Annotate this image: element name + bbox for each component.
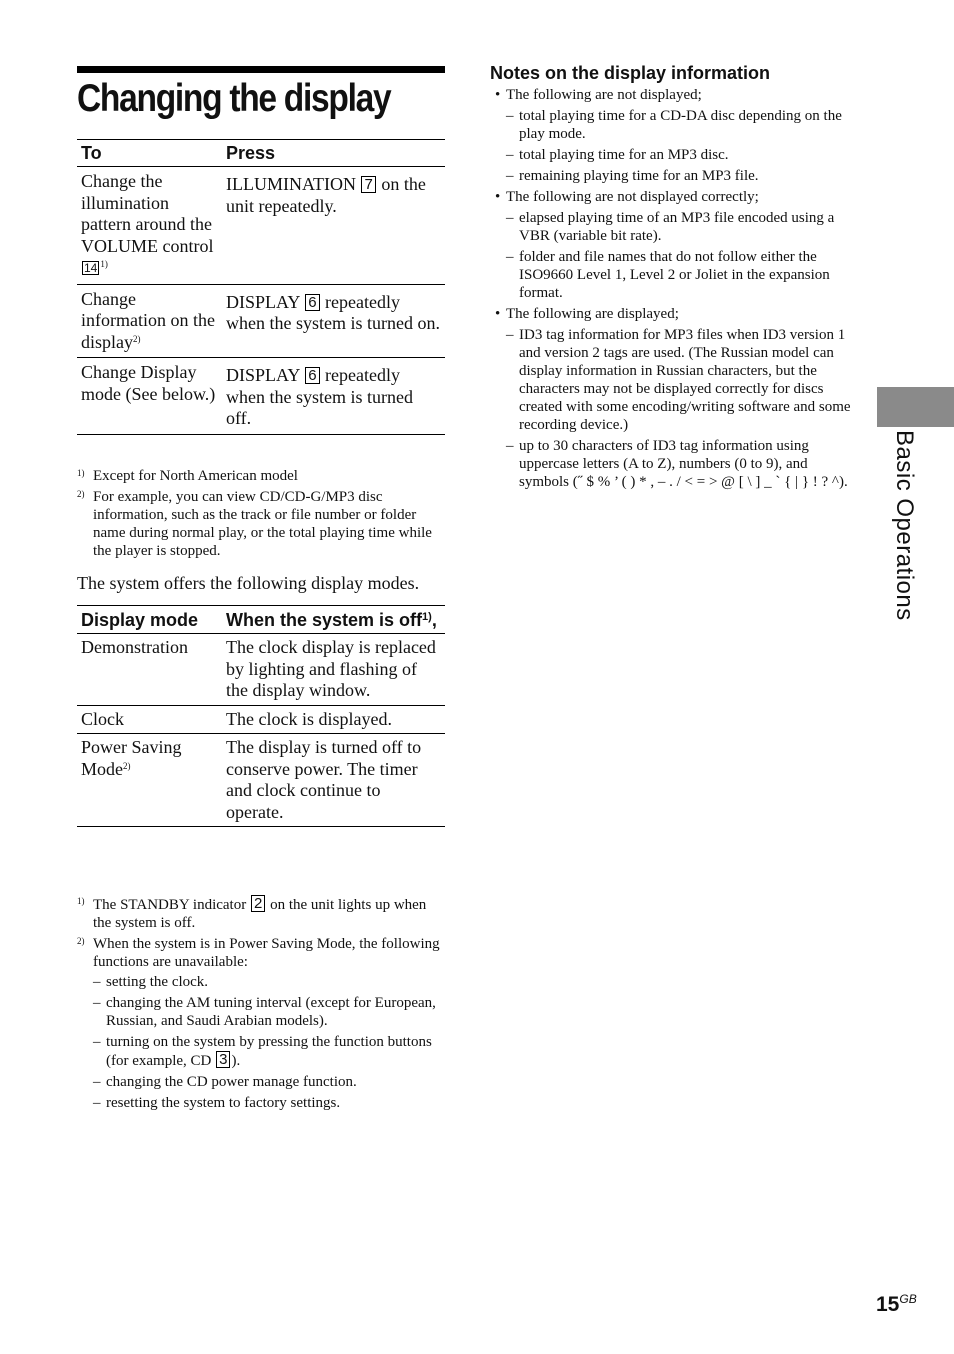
cell-press: ILLUMINATION 7 on the unit repeatedly. xyxy=(226,174,426,216)
column-header-to: To xyxy=(81,143,102,163)
footnote: 1) The STANDBY indicator 2 on the unit lights up when the system is off. xyxy=(77,895,427,931)
cell-to: Change information on the display$^{2)}$ xyxy=(81,288,215,352)
table-row xyxy=(77,167,445,285)
page-title: Changing the display xyxy=(77,77,391,120)
display-mode-table xyxy=(77,605,445,827)
key-number-box: 7 xyxy=(361,176,375,193)
list-item: – elapsed playing time of an MP3 file encoded using a VBR (variable bit rate). xyxy=(506,210,835,244)
notes-section xyxy=(494,86,856,494)
bullet-item: • The following are displayed; – ID3 tag information for MP3 files when ID3 version 1 and version 2 tags are used. (The Russian model can display information in Russian characters, but the characters may not be displayed correctly for discs created with some encoding/writing software and some recording device.) – up to 30 characters of ID3 tag information using uppercase letters (A to Z), numbers (0 to 9), and symbols (˝ $ % ’ ( ) * , – . / < = > @ [ \ ] _ ` { | } ! ? ^). xyxy=(494,305,856,491)
table-row xyxy=(77,734,445,827)
intro-text: The system offers the following display modes. xyxy=(77,573,420,593)
section-tab xyxy=(877,387,954,427)
cell-mode: Power Saving Mode$^{2)}$ xyxy=(81,737,182,779)
footnote: 2) For example, you can view CD/CD-G/MP3 disc information, such as the track or file number or folder name during normal play, or the total playing time while the player is stopped. xyxy=(77,489,432,559)
cell-mode: Demonstration xyxy=(81,637,188,657)
table-row xyxy=(77,358,445,435)
unavailable-functions-list xyxy=(93,973,445,1112)
press-table xyxy=(77,139,445,435)
cell-to: Change Display mode (See below.) xyxy=(81,362,216,404)
section-tab-label: Basic Operations xyxy=(891,430,918,621)
cell-press: DISPLAY 6 repeatedly when the system is turned on. xyxy=(226,291,440,333)
footnote: 1) Except for North American model xyxy=(77,468,298,484)
table-row xyxy=(77,705,445,734)
list-item: – resetting the system to factory settings. xyxy=(93,1095,341,1111)
page-number: $15^{GB}$ xyxy=(876,1292,917,1316)
list-item: – changing the AM tuning interval (except for European, Russian, and Saudi Arabian models). xyxy=(93,995,436,1029)
cell-press: DISPLAY 6 repeatedly when the system is turned off. xyxy=(226,365,413,428)
footnotes-press-table xyxy=(77,467,445,563)
list-item: – changing the CD power manage function. xyxy=(93,1074,357,1090)
title-rule xyxy=(77,66,445,73)
notes-heading: Notes on the display information xyxy=(490,63,771,83)
key-number-box: 3 xyxy=(216,1051,230,1068)
table-row xyxy=(77,284,445,358)
cell-description: The clock display is replaced by lighting and flashing of the display window. xyxy=(226,637,436,700)
list-item: – total playing time for a CD-DA disc depending on the play mode. xyxy=(506,108,842,142)
cell-mode: Clock xyxy=(81,708,124,729)
table-row xyxy=(77,634,445,706)
key-number-box: 6 xyxy=(305,367,319,384)
list-item: – total playing time for an MP3 disc. xyxy=(506,147,729,163)
cell-description: The display is turned off to conserve power. The timer and clock continue to operate. xyxy=(226,737,422,822)
footnotes-mode-table xyxy=(77,895,445,1115)
list-item: – up to 30 characters of ID3 tag information using uppercase letters (A to Z), numbers (0 to 9), and symbols (˝ $ % ’ ( ) * , – . / < = > @ [ \ ] _ ` { | } ! ? ^). xyxy=(506,438,848,490)
bullet-item: • The following are not displayed correctly; – elapsed playing time of an MP3 file encoded using a VBR (variable bit rate). – folder and file names that do not follow either the ISO9660 Level 1, Level 2 or Joliet in the expansion format. xyxy=(494,188,856,302)
list-item: – ID3 tag information for MP3 files when ID3 version 1 and version 2 tags are used. (The Russian model can display information in Russian characters, but the characters may not be displayed correctly for discs created with some encoding/writing software and some recording device.) xyxy=(506,327,851,433)
sub-list xyxy=(506,326,856,491)
sub-list xyxy=(506,209,856,302)
key-number-box: 14 xyxy=(84,261,98,275)
column-header-press: Press xyxy=(226,143,276,163)
list-item: – turning on the system by pressing the function buttons (for example, CD 3 ). xyxy=(93,1034,432,1069)
list-item: – folder and file names that do not follow either the ISO9660 Level 1, Level 2 or Joliet in the expansion format. xyxy=(506,249,830,301)
table-header-row xyxy=(77,140,445,167)
list-item: – remaining playing time for an MP3 file. xyxy=(506,168,759,184)
table-header-row xyxy=(77,606,445,634)
sub-list xyxy=(506,107,856,185)
footnote: 2) When the system is in Power Saving Mode, the following functions are unavailable: – setting the clock. – changing the AM tuning interval (except for European, Russian, and Saudi Arabian models). – turning on the system by pressing the function buttons (for example, CD 3 ). – changing the CD power manage function. – resetting the system to factory settings. xyxy=(77,935,445,1112)
column-header-mode: Display mode xyxy=(81,610,199,630)
key-number-box: 6 xyxy=(305,294,319,311)
footnote-ref: 2) xyxy=(123,760,131,771)
bullet-item: • The following are not displayed; – total playing time for a CD-DA disc depending on the play mode. – total playing time for an MP3 disc. – remaining playing time for an MP3 file. xyxy=(494,86,856,185)
column-header-off: When the system is off$^{1)}$, xyxy=(226,610,437,630)
footnote-ref: 2) xyxy=(133,333,141,344)
key-number-box: 2 xyxy=(251,895,265,912)
footnote-ref: 1) xyxy=(100,259,108,269)
cell-to: Change the illumination pattern around the VOLUME control 14 $^{1)}$ xyxy=(81,171,214,275)
cell-description: The clock is displayed. xyxy=(226,708,392,729)
list-item: – setting the clock. xyxy=(93,974,209,990)
